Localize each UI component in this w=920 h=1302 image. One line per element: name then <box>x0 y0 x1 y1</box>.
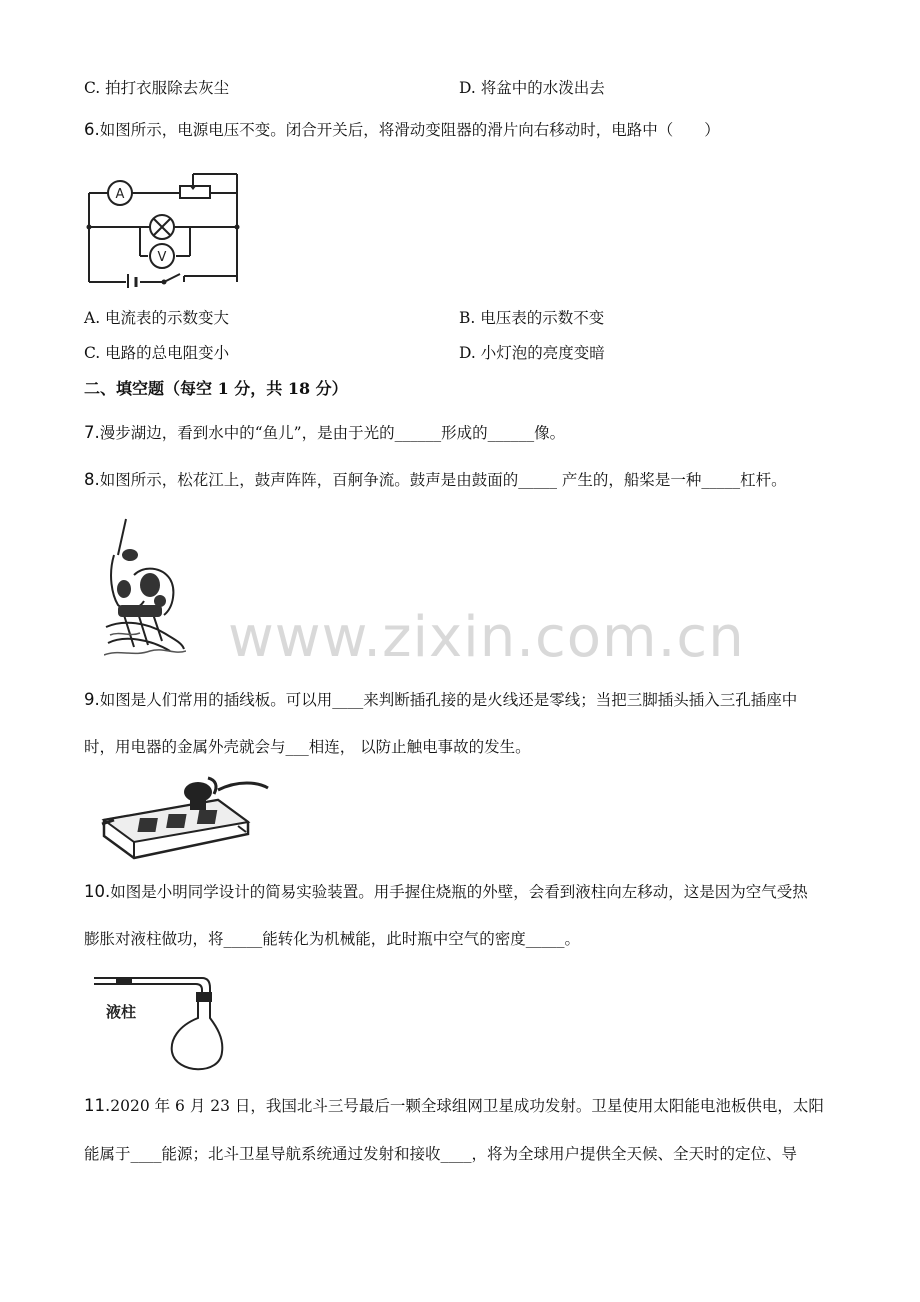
q7-stem <box>84 423 565 443</box>
q6-circuit-diagram <box>84 164 244 288</box>
q10-stem-line1 <box>84 882 808 902</box>
q6-option-d: D. 小灯泡的亮度变暗 <box>459 344 605 362</box>
rheostat <box>180 186 210 198</box>
q6-number: 6. <box>84 120 100 139</box>
q8-dragon-boat-picture <box>104 515 186 661</box>
q8-number: 8. <box>84 470 100 489</box>
q5-option-c: C. 拍打衣服除去灰尘 <box>84 79 230 97</box>
q10-number: 10. <box>84 882 111 901</box>
q7-text: 漫步湖边，看到水中的“鱼儿”，是由于光的______形成的______像。 <box>99 424 566 442</box>
q6-text: 如图所示，电源电压不变。闭合开关后，将滑动变阻器的滑片向右移动时，电路中（ ） <box>99 121 720 139</box>
q9-power-strip-picture <box>98 772 270 860</box>
ammeter-label: A <box>115 187 125 202</box>
q9-text-line1: 如图是人们常用的插线板。可以用____来判断插孔接的是火线还是零线；当把三脚插头插入三孔插座中 <box>99 691 798 709</box>
q10-text-line1: 如图是小明同学设计的简易实验装置。用手握住烧瓶的外壁，会看到液柱向左移动，这是因为空气受热 <box>110 883 808 901</box>
q6-stem <box>84 120 720 140</box>
liquid-column-label: 液柱 <box>106 1003 137 1021</box>
q5-option-d: D. 将盆中的水泼出去 <box>459 79 605 97</box>
q6-option-a: A. 电流表的示数变大 <box>84 309 230 327</box>
section-title: 二、填空题（每空 1 分，共 18 分） <box>84 379 348 398</box>
q11-stem-line1 <box>84 1096 824 1116</box>
q10-flask-apparatus <box>90 972 230 1084</box>
q11-stem-line2: 能属于____能源；北斗卫星导航系统通过发射和接收____，将为全球用户提供全天候、全天时的定位、导 <box>84 1145 798 1163</box>
q6-option-c: C. 电路的总电阻变小 <box>84 344 230 362</box>
q8-text: 如图所示，松花江上，鼓声阵阵，百舸争流。鼓声是由鼓面的_____ 产生的，船桨是一种_____杠杆。 <box>99 471 787 489</box>
q11-text-line1: 2020 年 6 月 23 日，我国北斗三号最后一颗全球组网卫星成功发射。卫星使用太阳能电池板供电，太阳 <box>110 1097 824 1115</box>
q6-option-b: B. 电压表的示数不变 <box>459 309 605 327</box>
q9-stem-line2: 时，用电器的金属外壳就会与___相连， 以防止触电事故的发生。 <box>84 738 531 756</box>
watermark: www.zixin.com.cn <box>228 605 745 670</box>
q9-number: 9. <box>84 690 100 709</box>
voltmeter-label: V <box>157 250 167 265</box>
q11-number: 11. <box>84 1096 111 1115</box>
q8-stem <box>84 470 787 490</box>
q10-stem-line2: 膨胀对液柱做功，将_____能转化为机械能，此时瓶中空气的密度_____。 <box>84 930 581 948</box>
q7-number: 7. <box>84 423 100 442</box>
q9-stem-line1 <box>84 690 797 710</box>
